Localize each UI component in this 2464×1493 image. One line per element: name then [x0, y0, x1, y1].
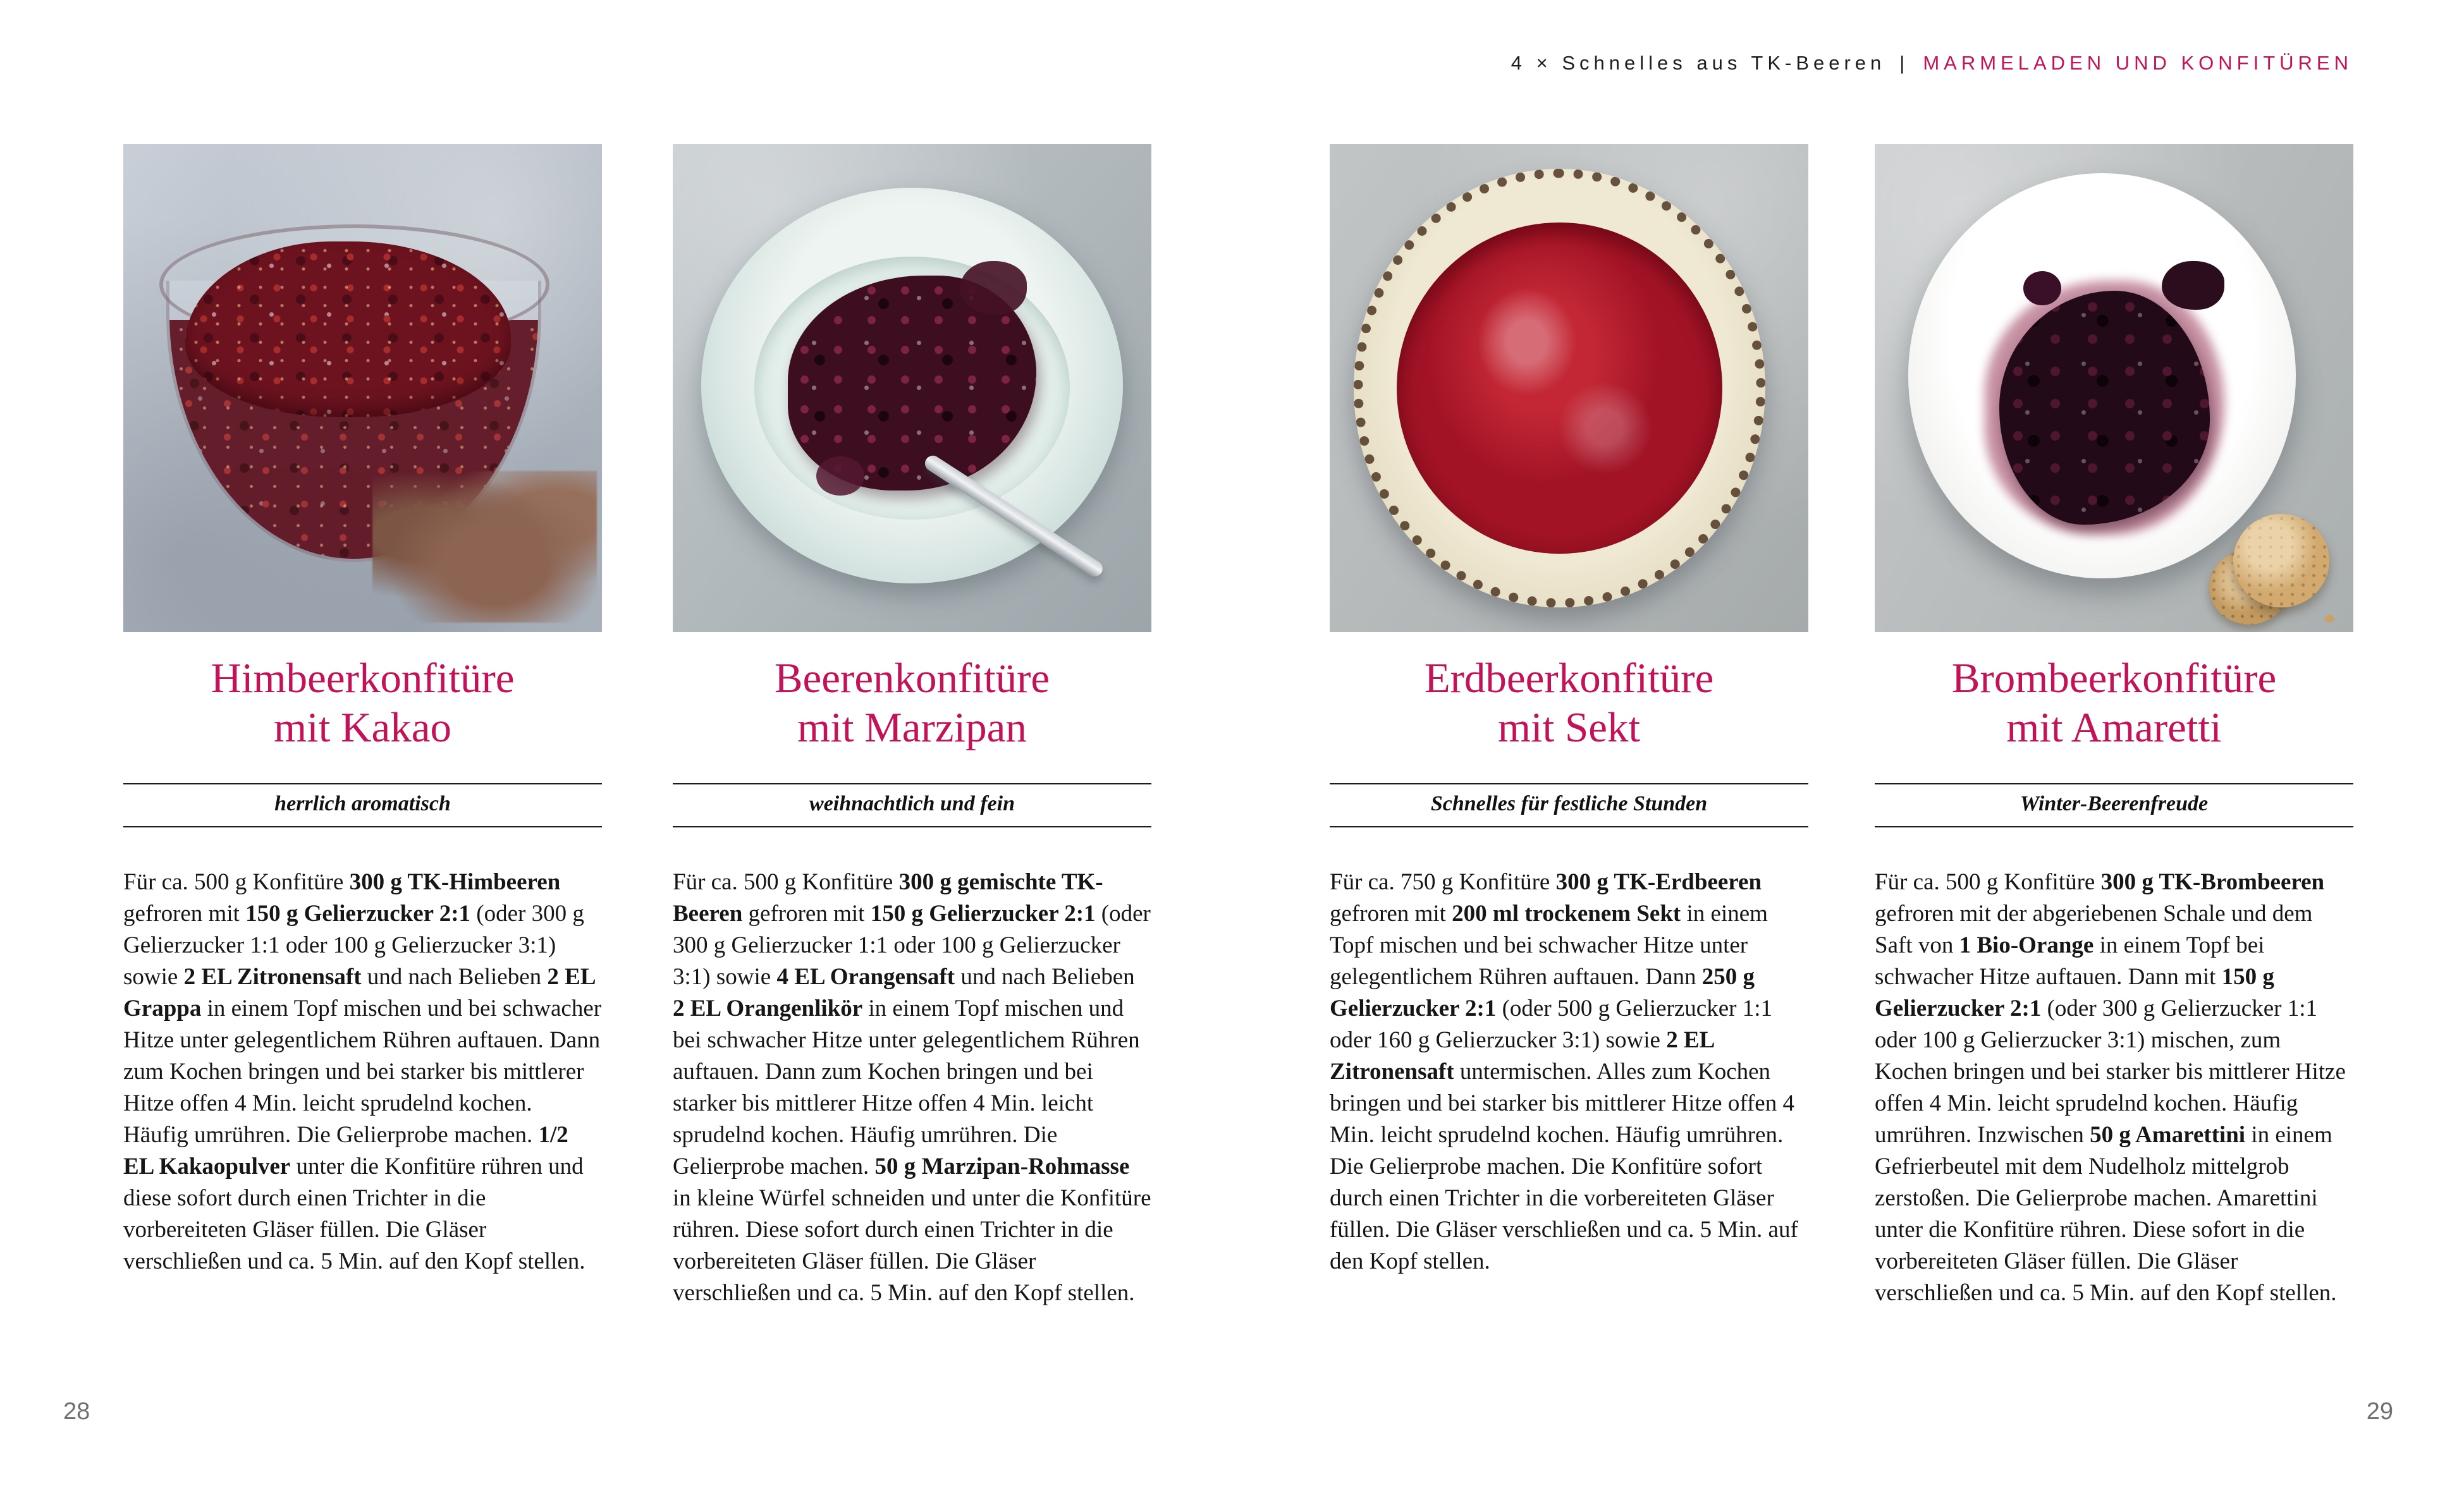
recipe-title — [123, 654, 602, 753]
recipe-subtitle: herrlich aromatisch — [274, 791, 451, 815]
recipe-title-line1: Himbeerkonfitüre — [211, 655, 515, 702]
recipe-title-line1: Erdbeerkonfitüre — [1424, 655, 1714, 702]
amaretti-cookie — [2233, 514, 2329, 607]
photo-himbeerkonfituere-mit-kakao — [123, 144, 602, 632]
recipe-column-beerenkonfituere — [673, 144, 1151, 1332]
berry-jam-blob — [960, 261, 1027, 315]
recipe-column-himbeerkonfituere — [123, 144, 602, 1301]
page-number-right: 29 — [2366, 1398, 2393, 1425]
recipe-title-line2: mit Amaretti — [2006, 704, 2222, 752]
photo-beerenkonfituere-mit-marzipan — [673, 144, 1151, 632]
recipe-title — [1330, 654, 1808, 753]
recipe-title — [1875, 654, 2353, 753]
cocoa-powder-pile — [372, 471, 598, 622]
photo-brombeerkonfituere-mit-amaretti — [1875, 144, 2353, 632]
recipe-body-text: Für ca. 500 g Konfitüre 300 g TK-Himbeeren gefroren mit 150 g Gelierzucker 2:1 (oder 300 g Gelierzucker 1:1 oder 100 g Gelierzucker 3:1) sowie 2 EL Zitronensaft und nach Belieben 2 EL Grappa in einem Topf mischen und bei schwacher Hitze unter gelegentlichem Rühren auftauen. Dann zum Kochen bringen und bei starker bis mittlerer Hitze offen 4 Min. leicht sprudelnd kochen. Häufig umrühren. Die Gelierprobe machen. 1/2 EL Kakaopulver unter die Konfitüre rühren und diese sofort durch einen Trichter in die vorbereiteten Gläser füllen. Die Gläser verschließen und ca. 5 Min. auf den Kopf stellen. — [123, 868, 602, 1274]
recipe-title-line2: mit Sekt — [1497, 704, 1641, 752]
header-separator: | — [1899, 52, 1909, 74]
recipe-subtitle: weihnachtlich und fein — [809, 791, 1015, 815]
recipe-column-erdbeerkonfituere — [1330, 144, 1808, 1301]
recipe-body-text: Für ca. 750 g Konfitüre 300 g TK-Erdbeeren gefroren mit 200 ml trockenem Sekt in einem Topf mischen und bei schwacher Hitze unter gelegentlichem Rühren auftauen. Dann 250 g Gelierzucker 2:1 (oder 500 g Gelierzucker 1:1 oder 160 g Gelierzucker 3:1) sowie 2 EL Zitronensaft untermischen. Alles zum Kochen bringen und bei starker bis mittlerer Hitze offen 4 Min. leicht sprudelnd kochen. Häufig umrühren. Die Gelierprobe machen. Die Konfitüre sofort durch einen Trichter in die vorbereiteten Gläser füllen. Die Gläser verschließen und ca. 5 Min. auf den Kopf stellen. — [1330, 868, 1798, 1274]
subtitle-rule-box — [1330, 783, 1808, 827]
chapter-label: 4 × Schnelles aus TK-Beeren — [1511, 52, 1886, 74]
recipe-subtitle: Winter-Beerenfreude — [2020, 791, 2209, 815]
recipe-subtitle: Schnelles für festliche Stunden — [1430, 791, 1708, 815]
subtitle-rule-box — [1875, 783, 2353, 827]
section-label: MARMELADEN UND KONFITÜREN — [1923, 52, 2353, 74]
page-number-left: 28 — [63, 1398, 90, 1425]
recipe-title — [673, 654, 1151, 753]
raspberry-jam-mound — [185, 241, 511, 417]
photo-erdbeerkonfituere-mit-sekt — [1330, 144, 1808, 632]
recipe-column-brombeerkonfituere — [1875, 144, 2353, 1332]
recipe-title-line2: mit Kakao — [274, 704, 451, 752]
recipe-body-text: Für ca. 500 g Konfitüre 300 g gemischte TK-Beeren gefroren mit 150 g Gelierzucker 2:1 (oder 300 g Gelierzucker 1:1 oder 100 g Gelierzucker 3:1) sowie 4 EL Orangensaft und nach Belieben 2 EL Orangenlikör in einem Topf mischen und bei schwacher Hitze unter gelegentlichem Rühren auftauen. Dann zum Kochen bringen und bei starker bis mittlerer Hitze offen 4 Min. leicht sprudelnd kochen. Häufig umrühren. Die Gelierprobe machen. 50 g Marzipan-Rohmasse in kleine Würfel schneiden und unter die Konfitüre rühren. Diese sofort durch einen Trichter in die vorbereiteten Gläser füllen. Die Gläser verschließen und ca. 5 Min. auf den Kopf stellen. — [673, 868, 1151, 1306]
recipe-title-line1: Brombeerkonfitüre — [1951, 655, 2277, 702]
running-header — [1511, 52, 2353, 75]
strawberry-jam — [1397, 222, 1722, 554]
subtitle-rule-box — [123, 783, 602, 827]
recipe-title-line2: mit Marzipan — [797, 704, 1027, 752]
recipe-title-line1: Beerenkonfitüre — [774, 655, 1050, 702]
recipe-body-text: Für ca. 500 g Konfitüre 300 g TK-Brombeeren gefroren mit der abgeriebenen Schale und dem Saft von 1 Bio-Orange in einem Topf bei schwacher Hitze auftauen. Dann mit 150 g Gelierzucker 2:1 (oder 300 g Gelierzucker 1:1 oder 100 g Gelierzucker 3:1) mischen, zum Kochen bringen und bei starker bis mittlerer Hitze offen 4 Min. leicht sprudelnd kochen. Häufig umrühren. Inzwischen 50 g Amarettini in einem Gefrierbeutel mit dem Nudelholz mittelgrob zerstoßen. Die Gelierprobe machen. Amarettini unter die Konfitüre rühren. Diese sofort in die vorbereiteten Gläser füllen. Die Gläser verschließen und ca. 5 Min. auf den Kopf stellen. — [1875, 868, 2346, 1306]
subtitle-rule-box — [673, 783, 1151, 827]
berry-jam-blob — [816, 456, 864, 496]
blackberry-jam-blob — [2162, 261, 2224, 310]
cookie-crumb — [2324, 615, 2334, 623]
blackberry-jam-blob — [2023, 271, 2062, 305]
